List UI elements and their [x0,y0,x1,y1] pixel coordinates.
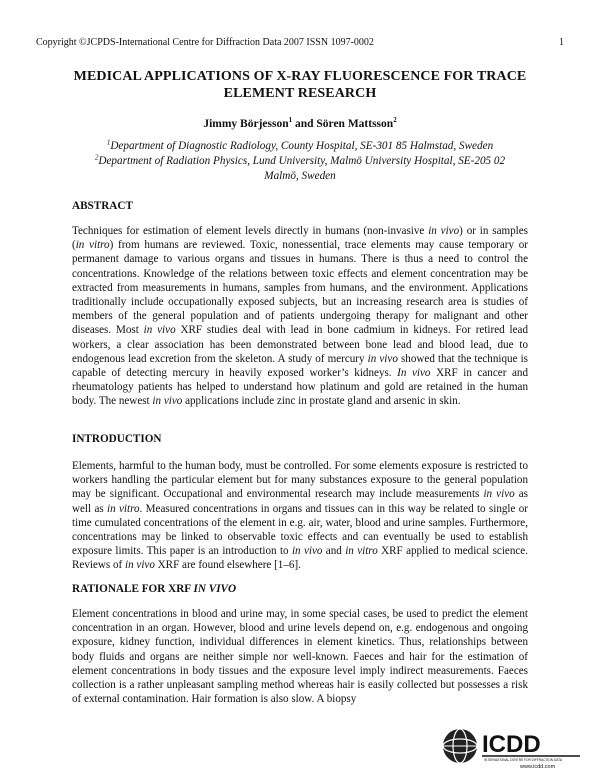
abstract-text: XRF in cancer and rheumatology patients has helped to understand how platinum and gold are retained in the human body. The newest [72,367,528,408]
affiliation-1 [60,139,540,154]
abstract-text: applications include zinc in prostate gland and arsenic in skin. [182,395,461,408]
abstract-italic: in vivo [367,352,398,365]
intro-italic: in vitro [107,502,140,515]
intro-text: XRF applied to medical science. Reviews of [72,545,528,572]
intro-text: Elements, harmful to the human body, must be controlled. For some elements exposure is restricted to workers handling the particular element but for many substances exposure to the general population may be significant. Occupational and environmental research may include measurements [72,460,528,501]
abstract-italic: in vivo [143,324,176,337]
intro-text: XRF are found elsewhere [1–6]. [154,559,301,572]
title-line-1: MEDICAL APPLICATIONS OF X-RAY FLUORESCENCE FOR TRACE [73,69,527,84]
abstract-italic: in vitro [75,239,110,252]
intro-italic: in vivo [291,545,323,558]
introduction-heading: INTRODUCTION [72,433,162,445]
abstract-text: ) or in samples ( [72,225,528,252]
intro-italic: in vivo [125,559,155,572]
logo-url: www.icdd.com [520,764,556,770]
paper-title [60,68,540,102]
affiliation-2-text: Department of Radiation Physics, Lund University, Malmö University Hospital, SE-205 02 [98,155,506,167]
icdd-logo [440,726,588,770]
copyright-header: Copyright ©JCPDS-International Centre for Diffraction Data 2007 ISSN 1097-0002 [36,37,374,48]
author-2-affil-mark: 2 [393,116,397,125]
affiliation-2-cont: Malmö, Sweden [264,170,336,182]
author-1-affil-mark: 1 [288,116,293,125]
page-number: 1 [559,37,564,48]
intro-italic: in vivo [483,488,515,501]
abstract-heading: ABSTRACT [72,200,133,212]
intro-italic: in vitro [345,545,378,558]
introduction-paragraph [72,459,528,573]
rationale-paragraph: Element concentrations in blood and urine may, in some special cases, be used to predict the element concentration in an organ. However, blood and urine levels depend on, e.g. endogenous and ongoing exposure, kidney function, individual differences in element kinetics. Thus, relationships between body fluids and organs are neither simple nor well-known. Faeces and hair for the estimation of element concentrations in body tissues and the exposure level imply indirect measurements. Faeces collection is a rather unpleasant sampling method whereas hair is easily collected but possesses a risk of external contamination. Hair formation is also slow. A biopsy [72,608,528,706]
logo-wordmark: ICDD [482,731,541,758]
intro-text: as well as [72,488,529,515]
abstract-italic: in vivo [152,395,183,408]
logo-subtitle: INTERNATIONAL CENTRE FOR DIFFRACTION DATA [484,758,562,762]
affiliation-2-mark: 2 [94,153,99,162]
intro-text: and [322,545,346,558]
icdd-logo-graphic [440,726,588,770]
title-line-2: ELEMENT RESEARCH [223,86,377,101]
author-2: Sören Mattsson [316,118,394,130]
rationale-heading-italic: IN VIVO [193,583,237,595]
abstract-text: Techniques for estimation of element levels directly in humans (non-invasive [72,225,429,237]
abstract-paragraph [72,224,528,409]
abstract-italic: in vivo [428,225,460,237]
affiliation-1-mark: 1 [106,138,111,147]
intro-text: . Measured concentrations in organs and tissues can in this way be related to single or time cumulated concentrations of the element in e.g. air, water, blood and urine samples. Furthermore, concentrations may be linked to observable toxic effects and can eventually be used to establish exposure limits. This paper is an introduction to [72,502,529,558]
rationale-heading [72,583,236,595]
author-list [60,118,540,130]
abstract-text: showed that the technique is capable of detecting mercury in heavily exposed worker’s kidneys. [72,352,528,380]
affiliation-1-text: Department of Diagnostic Radiology, County Hospital, SE-301 85 Halmstad, Sweden [110,140,494,152]
abstract-text: XRF studies deal with lead in bone cadmium in kidneys. For retired lead workers, a clear association has been demonstrated between bone lead and blood lead, due to endogenous lead excretion from the skeleton. A study of mercury [72,324,529,365]
abstract-text: ) from humans are reviewed. Toxic, nonessential, trace elements may cause temporary or permanent damage to various organs and tissues in humans. There is thus a need to control the concentrations. Knowledge of the relations between toxic effects and element concentration may be extracted from measurements in humans, samples from humans, and the environment. Applications traditionally include occupationally exposed subjects, but an increasing research area is studies of members of the general population and of patients undergoing therapy for malignant and other diseases. Most [72,239,528,337]
author-conjunction: and [292,118,317,130]
affiliation-2 [60,154,540,169]
author-1: Jimmy Börjesson [203,118,289,130]
abstract-italic: In vivo [397,367,431,380]
affiliations [60,139,540,184]
rationale-heading-text: RATIONALE FOR XRF [72,583,194,595]
